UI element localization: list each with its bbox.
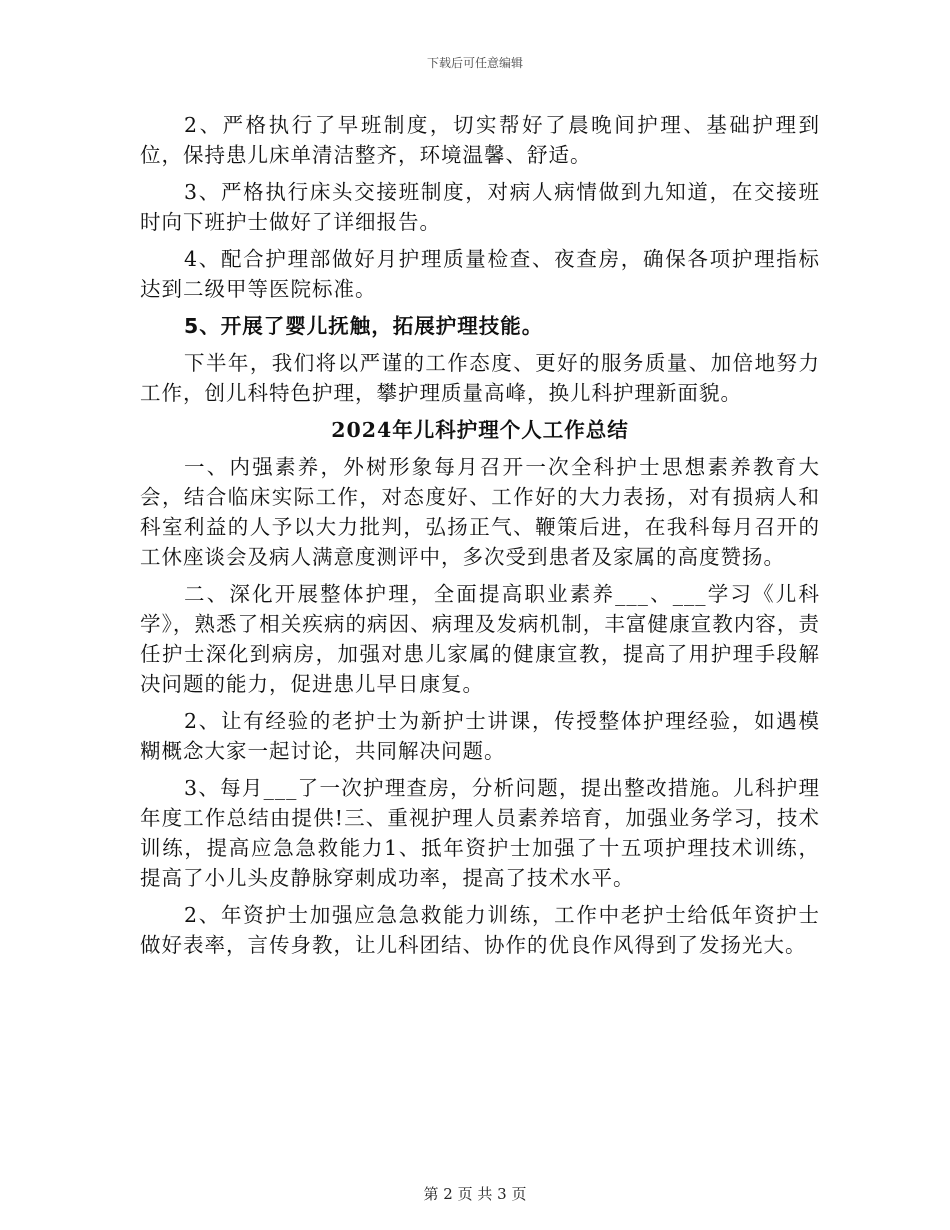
paragraph-inner-quality: 一、内强素养，外树形象每月召开一次全科护士思想素养教育大会，结合临床实际工作，对态度好、工作好的大力表扬，对有损病人和科室利益的人予以大力批判，弘扬正气、鞭策后进，在我科每月召开的工休座谈会及病人满意度测评中，多次受到患者及家属的高度赞扬。: [140, 455, 820, 569]
section-title: 2024年儿科护理个人工作总结: [331, 418, 629, 442]
paragraph-emergency-training: 2、年资护士加强应急急救能力训练，工作中老护士给低年资护士做好表率，言传身教，让儿科团结、协作的优良作风得到了发扬光大。: [140, 903, 820, 957]
paragraph-monthly-rounds: 3、每月___了一次护理查房，分析问题，提出整改措施。儿科护理年度工作总结由提供!三、重视护理人员素养培育，加强业务学习，技术训练，提高应急急救能力1、抵年资护士加强了十五项护理技术训练，提高了小儿头皮静脉穿刺成功率，提高了技术水平。: [140, 776, 820, 890]
paragraph-infant-touch: 5、开展了婴儿抚触，拓展护理技能。: [184, 314, 544, 338]
paragraph-second-half-plan: 下半年，我们将以严谨的工作态度、更好的服务质量、加倍地努力工作，创儿科特色护理，攀护理质量高峰，换儿科护理新面貌。: [140, 351, 820, 405]
paragraph-early-shift: 2、严格执行了早班制度，切实帮好了晨晚间护理、基础护理到位，保持患儿床单清洁整齐，环境温馨、舒适。: [140, 113, 820, 167]
paragraph-holistic-care: 二、深化开展整体护理，全面提高职业素养___、___学习《儿科学》，熟悉了相关疾病的病因、病理及发病机制，丰富健康宣教内容，责任护士深化到病房，加强对患儿家属的健康宣教，提高了用护理手段解决问题的能力，促进患儿早日康复。: [140, 582, 820, 696]
paragraph-senior-teaching: 2、让有经验的老护士为新护士讲课，传授整体护理经验，如遇模糊概念大家一起讨论，共同解决问题。: [140, 709, 820, 763]
page-header-note: 下载后可任意编辑: [426, 56, 523, 70]
paragraph-shift-handover: 3、严格执行床头交接班制度，对病人病情做到九知道，在交接班时向下班护士做好了详细报告。: [140, 180, 820, 234]
paragraph-quality-check: 4、配合护理部做好月护理质量检查、夜查房，确保各项护理指标达到二级甲等医院标准。: [140, 247, 820, 301]
page-number: 第 2 页 共 3 页: [423, 1185, 527, 1203]
document-body: [140, 110, 820, 967]
